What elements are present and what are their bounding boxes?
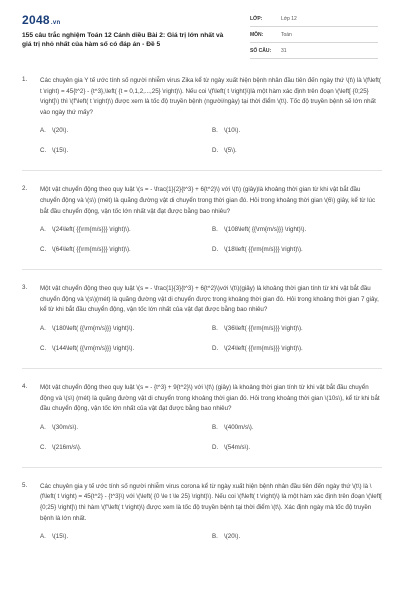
choice-letter: D. (212, 246, 219, 254)
choice-letter: C. (40, 147, 47, 155)
question-5 (22, 482, 382, 556)
choice-letter: A. (40, 533, 46, 541)
question-1 (22, 76, 382, 171)
choice-text: \(36\left( {{\rm{m/s}}} \right)\). (224, 324, 303, 332)
choice-b[interactable] (212, 423, 384, 433)
choice-text: \(30m/s\). (52, 423, 79, 431)
info-row-subject (250, 27, 378, 43)
choice-text: \(24\left( {{\rm{m/s}}} \right)\). (52, 226, 131, 234)
choice-text: \(216m/s\). (52, 443, 82, 451)
choice-letter: A. (40, 423, 46, 431)
choice-a[interactable] (40, 532, 212, 542)
choice-letter: B. (212, 324, 218, 332)
choice-c[interactable] (40, 245, 212, 255)
choice-d[interactable] (212, 344, 384, 354)
choice-grid (40, 532, 382, 542)
choice-b[interactable] (212, 324, 384, 334)
info-label: SỐ CÂU: (250, 47, 272, 54)
choice-a[interactable] (40, 126, 212, 136)
info-value: 31 (281, 47, 287, 54)
logo-suffix: .vn (50, 20, 61, 26)
choice-letter: C. (40, 246, 47, 254)
question-text: Một vật chuyển động theo quy luật \(s = - \frac{1}{3}{t^3} + 6{t^2}\)với \(t\)(giây) là khoảng thời gian tính từ khi vật bắt đầu chuyển động và \(s\)(mét) là quãng đường vật di chuyển được trong khoảng thời gian đó. Hỏi trong khoảng thời gian 7 giây, kể từ khi bắt đầu chuyển động, vận tốc lớn nhất của vật đạt được bằng bao nhiêu? (40, 285, 379, 314)
choice-text: \(144\left( {{\rm{m/s}}} \right)\). (52, 344, 135, 352)
choice-c[interactable] (40, 344, 212, 354)
choice-letter: D. (212, 443, 219, 451)
choice-text: \(15\). (52, 147, 69, 155)
choice-d[interactable] (212, 245, 384, 255)
choice-text: \(108\left( {{\rm{m/s}}} \right)\). (224, 226, 307, 234)
document-info (250, 11, 378, 59)
choice-text: \(10\). (224, 127, 241, 135)
choice-b[interactable] (212, 225, 384, 235)
choice-letter: B. (212, 533, 218, 541)
question-text: Một vật chuyển động theo quy luật \(s = - \frac{1}{2}{t^3} + 6{t^2}\) với \(t\) (giây)là khoảng thời gian từ khi vật bắt đầu chuyển động và \(s\) (mét) là quãng đường vật di chuyển trong thời gian đó. Hỏi trong khoảng thời gian \(6\) giây, kể từ lúc bắt đầu chuyển động, vận tốc lớn nhất vật đạt được bằng bao nhiêu? (40, 186, 376, 215)
info-label: LỚP: (250, 15, 263, 22)
choice-text: \(64\left( {{\rm{m/s}}} \right)\). (52, 246, 131, 254)
question-list (22, 76, 382, 570)
choice-d[interactable] (212, 146, 384, 156)
choice-text: \(18\left( {{\rm{m/s}}} \right)\). (224, 246, 303, 254)
question-number: 3. (22, 284, 28, 292)
choice-letter: B. (212, 423, 218, 431)
choice-letter: C. (40, 443, 47, 451)
question-3 (22, 284, 382, 369)
choice-text: \(24\left( {{\rm{m/s}}} \right)\). (224, 344, 303, 352)
info-row-class (250, 11, 378, 27)
choice-text: \(54m/s\). (224, 443, 251, 451)
choice-letter: B. (212, 226, 218, 234)
choice-grid (40, 126, 382, 156)
info-value: Toán (281, 31, 292, 38)
choice-b[interactable] (212, 532, 384, 542)
choice-a[interactable] (40, 225, 212, 235)
choice-c[interactable] (40, 443, 212, 453)
choice-letter: D. (212, 344, 219, 352)
choice-grid (40, 423, 382, 453)
choice-letter: D. (212, 147, 219, 155)
choice-letter: A. (40, 226, 46, 234)
info-label: MÔN: (250, 31, 264, 38)
choice-letter: A. (40, 324, 46, 332)
question-text: Các chuyên gia Y tế ước tính số người nhiễm virus Zika kể từ ngày xuất hiện bệnh nhân đầu tiên đến ngày thứ \(t\) là \(f\left( t \right) = 45{t^2} - {t^3},\left( {t = 0,1,2,...,25} \right)\). Nếu coi \(f\left( t \right)\)là một hàm xác định trên đoạn \(\left[ {0;25} \right]\) thì \(f'\left( t \right)\) được xem là tốc độ truyền bệnh (người/ngày) tại thời điểm \(t\). Tốc độ truyền bệnh sẽ lớn nhất vào ngày thứ mấy? (40, 77, 381, 116)
question-number: 2. (22, 185, 28, 193)
choice-a[interactable] (40, 324, 212, 334)
question-text: Một vật chuyển động theo quy luật \(s = - {t^3} + 9{t^2}\) với \(t\) (giây) là khoảng thời gian tính từ khi vật bắt đầu chuyển động và \(s\) (mét) là quãng đường vật di chuyển trong khoảng thời gian đó. Hỏi trong khoảng thời gian \(10s\), kể từ khi bắt đầu chuyển động, vận tốc lớn nhất của vật đạt được bằng bao nhiêu? (40, 383, 380, 413)
choice-text: \(15\). (52, 533, 69, 541)
choice-grid (40, 324, 382, 354)
info-row-count (250, 43, 378, 59)
choice-b[interactable] (212, 126, 384, 136)
info-value: Lớp 12 (281, 15, 297, 22)
choice-d[interactable] (212, 443, 384, 453)
question-text: Các chuyên gia y tế ước tính số người nhiễm virus corona kể từ ngày xuất hiện bệnh nhân đầu tiên đến ngày thứ \(t\) là \(f\left( t \right) = 45{t^2} - {t^3}\) với \(\left( {0 \le t \le 25} \right)\). Nếu coi \(f\left( t \right)\) là một hàm xác định trên đoạn \(\left[ {0;25} \right]\) thì hàm \(f'\left( t \right)\) được xem là tốc độ truyền bệnh tại thời điểm \(t\). Xác định ngày mà tốc độ truyền bệnh là lớn nhất. (40, 482, 382, 522)
choice-text: \(180\left( {{\rm{m/s}}} \right)\). (52, 324, 135, 332)
choice-c[interactable] (40, 146, 212, 156)
choice-letter: B. (212, 127, 218, 135)
choice-letter: A. (40, 127, 46, 135)
choice-text: \(20\). (52, 127, 69, 135)
choice-grid (40, 225, 382, 255)
choice-text: \(5\). (224, 147, 237, 155)
document-title: 155 câu trắc nghiệm Toán 12 Cánh diều Bài 2: Giá trị lớn nhất và giá trị nhỏ nhất của hàm số có đáp án - Đề 5 (22, 32, 224, 49)
choice-letter: C. (40, 344, 47, 352)
site-logo[interactable] (22, 13, 60, 27)
choice-a[interactable] (40, 423, 212, 433)
question-4 (22, 383, 382, 468)
question-number: 4. (22, 382, 28, 390)
choice-text: \(20\). (224, 533, 241, 541)
question-number: 5. (22, 481, 28, 489)
page-header (0, 0, 400, 62)
choice-text: \(400m/s\). (224, 423, 254, 431)
logo-text: 2048 (22, 13, 50, 27)
question-2 (22, 185, 382, 270)
question-number: 1. (22, 76, 28, 83)
